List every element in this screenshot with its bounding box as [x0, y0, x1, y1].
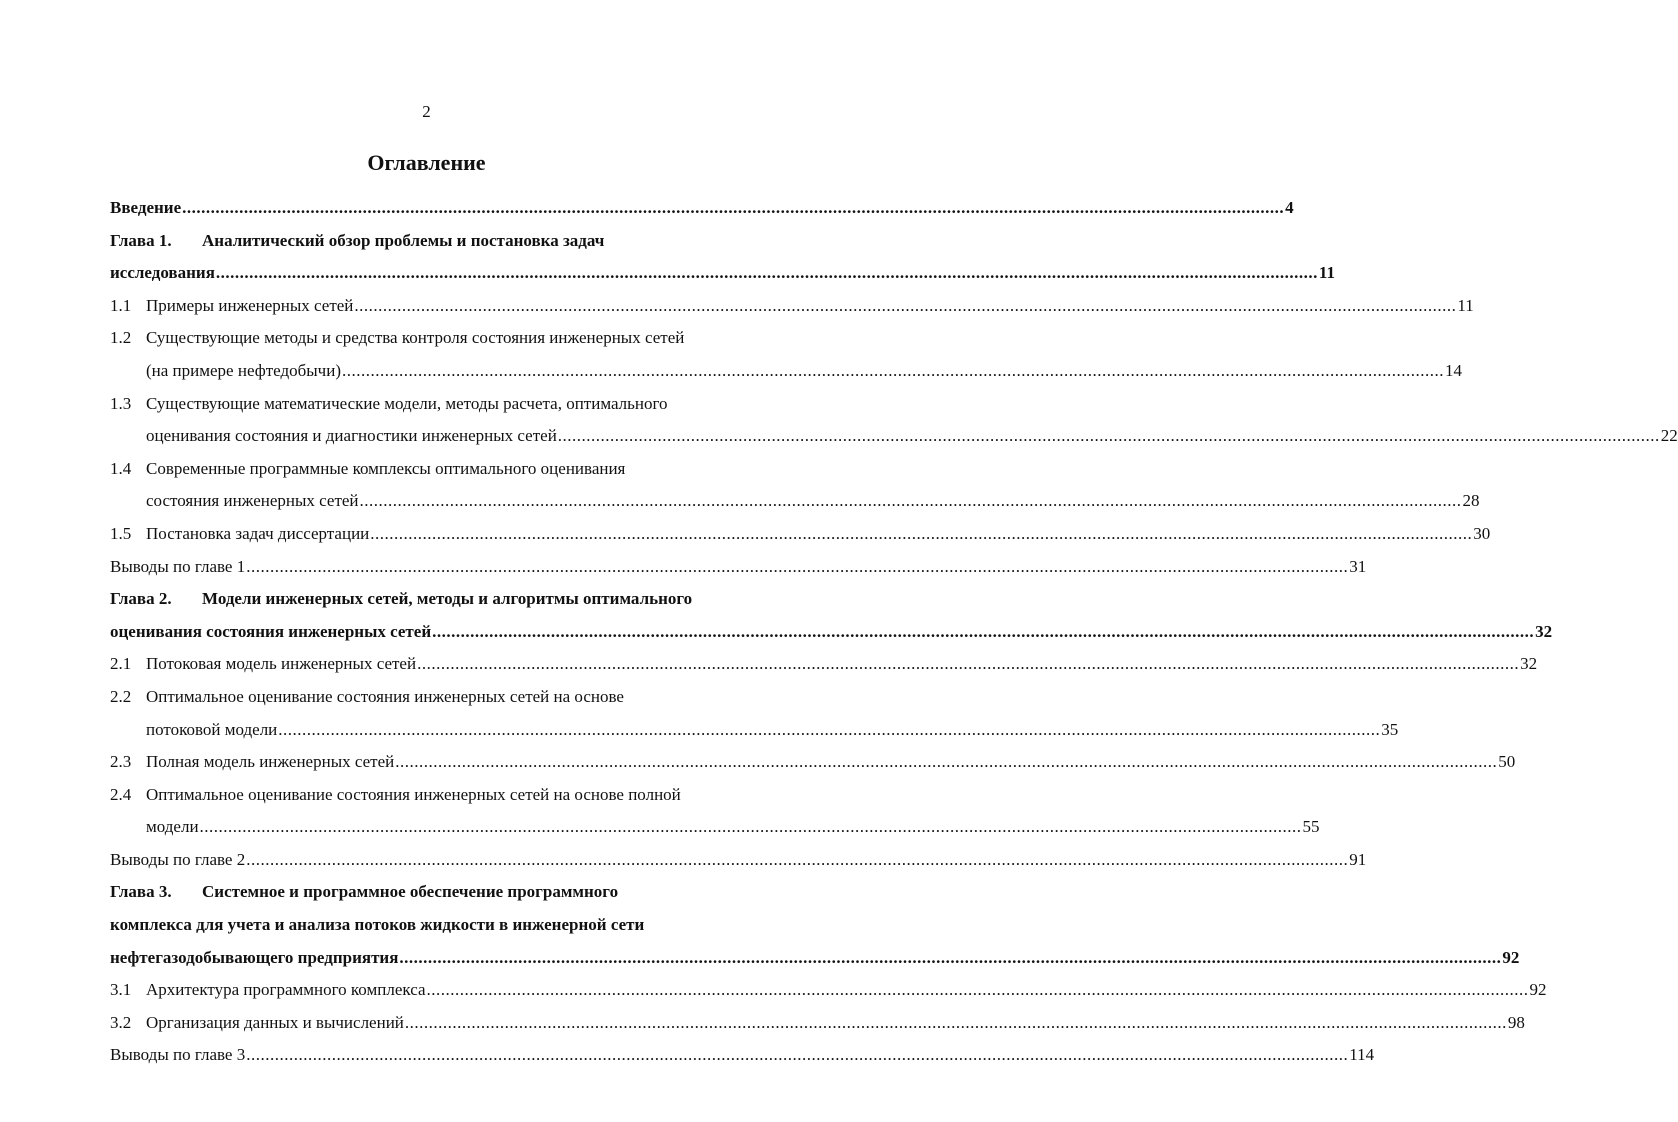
toc-chapter-2-heading[interactable] [110, 583, 736, 616]
section-title: Выводы по главе 1 [110, 556, 246, 576]
chapter-title-line: оценивания состояния инженерных сетей [110, 621, 432, 641]
section-title: Архитектура программного комплекса [146, 980, 426, 1000]
dot-leader [427, 974, 1529, 1007]
toc-chapter-2-heading-cont[interactable] [110, 616, 1553, 649]
chapter-title-line: исследования [110, 263, 215, 283]
toc-entry-page: 35 [1381, 719, 1399, 739]
toc-chapter-1-heading-cont[interactable] [110, 257, 1335, 290]
section-number: 1.4 [110, 458, 132, 478]
section-title-line: Оптимальное оценивание состояния инженерных сетей на основе [146, 686, 624, 706]
section-title-line: Современные программные комплексы оптимального оценивания [146, 458, 626, 478]
toc-chapter-1-heading[interactable] [110, 225, 736, 258]
dot-leader [278, 714, 1380, 747]
toc-entry-page: 11 [1457, 295, 1474, 315]
page-number: 2 [422, 102, 431, 121]
section-number: 2.3 [110, 752, 132, 772]
section-number: 2.2 [110, 686, 132, 706]
dot-leader [370, 518, 1472, 551]
toc-entry-page: 30 [1473, 523, 1491, 543]
toc-chapter-2-conclusions[interactable] [110, 844, 1367, 877]
dot-leader [405, 1007, 1507, 1040]
dot-leader [354, 290, 1456, 323]
toc-entry-page: 14 [1445, 360, 1462, 380]
toc-entry-page: 31 [1349, 556, 1367, 576]
section-title-line: Существующие методы и средства контроля состояния инженерных сетей [146, 328, 685, 348]
section-title: Потоковая модель инженерных сетей [146, 654, 417, 674]
section-title-line: состояния инженерных сетей [146, 491, 359, 511]
chapter-title-line: Аналитический обзор проблемы и постановка задач [202, 230, 605, 250]
section-title-line: Существующие математические модели, методы расчета, оптимального [146, 393, 668, 413]
table-of-contents [110, 192, 1678, 1072]
toc-section-1-4[interactable] [110, 453, 736, 486]
dot-leader [399, 942, 1501, 975]
toc-section-1-1[interactable] [110, 290, 1474, 323]
dot-leader [432, 616, 1534, 649]
chapter-label: Глава 3. [110, 882, 172, 902]
toc-entry-page: 22 [1660, 426, 1678, 446]
toc-entry-page: 92 [1502, 947, 1520, 967]
section-title-line: потоковой модели [146, 719, 278, 739]
section-title: Организация данных и вычислений [146, 1012, 404, 1032]
section-title-line: оценивания состояния и диагностики инженерных сетей [146, 426, 557, 446]
section-number: 2.1 [110, 654, 132, 674]
chapter-label: Глава 2. [110, 589, 172, 609]
toc-entry-page: 98 [1507, 1012, 1525, 1032]
toc-entry-page: 91 [1349, 849, 1367, 869]
dot-leader [216, 257, 1318, 290]
section-title-line: Оптимальное оценивание состояния инженерных сетей на основе полной [146, 784, 681, 804]
section-number: 3.2 [110, 1012, 132, 1032]
section-title: Постановка задач диссертации [146, 523, 370, 543]
section-title: Примеры инженерных сетей [146, 295, 354, 315]
toc-entry-page: 114 [1349, 1045, 1375, 1065]
toc-entry-page: 28 [1462, 491, 1480, 511]
toc-chapter-3-heading-cont[interactable] [110, 909, 736, 942]
toc-section-2-4[interactable] [110, 779, 736, 812]
chapter-title-line: Системное и программное обеспечение программного [202, 882, 619, 902]
toc-section-1-3-cont[interactable] [110, 420, 1678, 453]
section-number: 2.4 [110, 784, 132, 804]
toc-section-2-4-cont[interactable] [110, 811, 1320, 844]
toc-entry-page: 11 [1318, 263, 1335, 283]
toc-section-3-2[interactable] [110, 1007, 1525, 1040]
section-title-line: модели [146, 817, 199, 837]
toc-entry-page: 32 [1520, 654, 1538, 674]
dot-leader [360, 485, 1462, 518]
toc-title: Оглавление [367, 150, 486, 175]
toc-entry-intro[interactable] [110, 192, 1294, 225]
section-number: 1.3 [110, 393, 132, 413]
section-title: Полная модель инженерных сетей [146, 752, 395, 772]
toc-section-2-2-cont[interactable] [110, 714, 1399, 747]
section-title: Выводы по главе 3 [110, 1045, 246, 1065]
section-title-line: (на примере нефтедобычи) [146, 360, 341, 380]
chapter-label: Глава 1. [110, 230, 172, 250]
toc-chapter-3-heading[interactable] [110, 876, 736, 909]
dot-leader [246, 551, 1348, 584]
toc-section-1-4-cont[interactable] [110, 485, 1480, 518]
toc-section-1-5[interactable] [110, 518, 1491, 551]
dot-leader [417, 648, 1519, 681]
section-number: 1.5 [110, 523, 132, 543]
toc-entry-page: 32 [1535, 621, 1553, 641]
toc-section-2-3[interactable] [110, 746, 1516, 779]
toc-entry-page: 55 [1302, 817, 1320, 837]
dot-leader [182, 192, 1284, 225]
dot-leader [200, 811, 1302, 844]
dot-leader [342, 355, 1444, 388]
section-number: 3.1 [110, 980, 132, 1000]
chapter-title-line: нефтегазодобывающего предприятия [110, 947, 399, 967]
toc-section-3-1[interactable] [110, 974, 1547, 1007]
section-number: 1.1 [110, 295, 132, 315]
toc-section-1-2-cont[interactable] [110, 355, 1462, 388]
dot-leader [246, 1039, 1348, 1072]
toc-section-1-3[interactable] [110, 388, 736, 421]
chapter-title-line: комплекса для учета и анализа потоков жидкости в инженерной сети [110, 915, 645, 935]
toc-section-2-2[interactable] [110, 681, 736, 714]
section-title: Выводы по главе 2 [110, 849, 246, 869]
toc-entry-page: 4 [1285, 198, 1294, 217]
section-number: 1.2 [110, 328, 132, 348]
toc-entry-title: Введение [110, 198, 182, 217]
chapter-title-line: Модели инженерных сетей, методы и алгоритмы оптимального [202, 589, 693, 609]
toc-entry-page: 50 [1498, 752, 1516, 772]
dot-leader [246, 844, 1348, 877]
dot-leader [395, 746, 1497, 779]
toc-entry-page: 92 [1529, 980, 1547, 1000]
toc-chapter-1-conclusions[interactable] [110, 551, 1367, 584]
toc-chapter-3-heading-cont2[interactable] [110, 942, 1520, 975]
toc-section-1-2[interactable] [110, 322, 736, 355]
toc-chapter-3-conclusions[interactable] [110, 1039, 1375, 1072]
dot-leader [558, 420, 1660, 453]
toc-section-2-1[interactable] [110, 648, 1538, 681]
